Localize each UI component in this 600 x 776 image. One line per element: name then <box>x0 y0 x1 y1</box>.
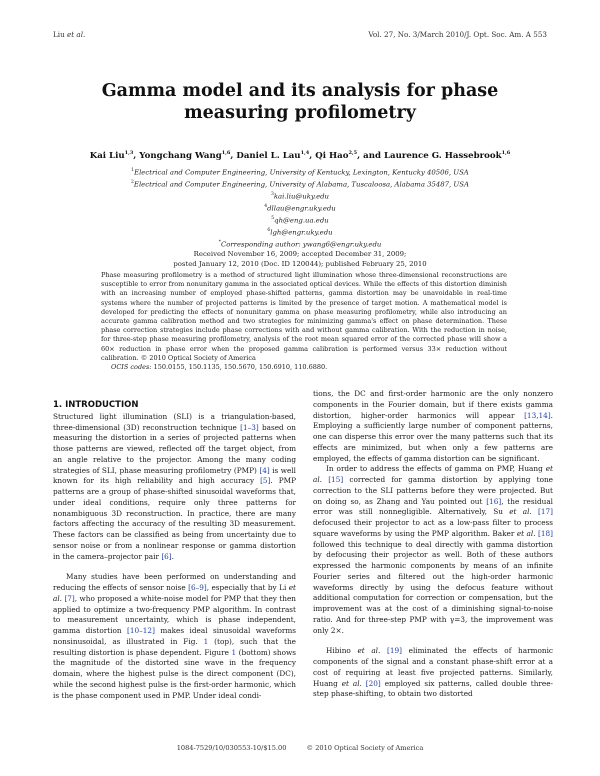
affiliation-line: $^6$lgh@engr.uky.edu <box>267 228 333 237</box>
citation-link[interactable]: [4] <box>259 465 270 475</box>
citation-link[interactable]: 1 <box>203 636 209 646</box>
page-footer <box>53 744 547 752</box>
affiliations <box>60 166 540 250</box>
citation-link[interactable]: [13,14] <box>524 410 551 420</box>
received-dates <box>60 249 540 269</box>
italic-text: et al. <box>509 507 532 517</box>
paragraph: Structured light illumination (SLI) is a triangulation-based, three-dimensional (3D) reconstruction technique [1–3] based on measuring the distortion in a series of projected patterns when those patterns are viewed, reflected off the target object, from an angle relative to the projector. Among the many coding strategies of SLI, phase measuring profilometry (PMP) [4] is well known for its high reliability and high accuracy [5]. PMP patterns are a group of phase-shifted sinusoidal waveforms that, under ideal conditions, require only three patterns for nonambiguous 3D reconstruction. In practice, there are many factors affecting the accuracy of the resulting 3D measurement. These factors can be classified as being from uncertainty due to sensor noise or from a nonlinear response or gamma distortion in the camera–projector pair [6]. <box>53 411 296 561</box>
ocis-values: 150.0155, 150.1135, 150.5670, 150.6910, 110.6880. <box>153 363 328 372</box>
author: Kai Liu$^{1,3}$, <box>89 150 137 161</box>
italic-text: et al. <box>313 464 553 484</box>
paper-title: Gamma model and its analysis for phase measuring profilometry <box>101 81 499 123</box>
citation-link[interactable]: [15] <box>328 475 344 484</box>
author: Qi Hao$^{2,5}$, <box>315 150 361 161</box>
citation-link[interactable]: [6] <box>161 551 172 561</box>
abstract <box>101 271 507 372</box>
citation-link[interactable]: [1–3] <box>240 422 259 432</box>
affiliation-line: $^4$dllau@engr.uky.edu <box>264 204 336 213</box>
citation-link[interactable]: [20] <box>365 678 381 688</box>
italic-text: et al. <box>53 583 296 603</box>
citation-link[interactable]: [19] <box>387 646 402 656</box>
affiliation-line: $^2$Electrical and Computer Engineering, University of Alabama, Tuscaloosa, Alabama 35487, USA <box>131 180 469 189</box>
paragraph: tions, the DC and first-order harmonic are the only nonzero components in the Fourier domain, but if there exists gamma distortion, higher-order harmonics will appear [13,14]. Employing a sufficiently large number of component patterns, one can disperse this error over the many patterns such that its effects are minimized, but when only a few patterns are employed, the effects of gamma distortion can be significant. <box>313 389 553 463</box>
citation-link[interactable]: [17] <box>538 507 554 517</box>
ocis-label: OCIS codes: <box>111 363 152 372</box>
citation-link[interactable]: [5] <box>260 476 271 486</box>
author: Daniel L. Lau$^{1,4}$, <box>236 150 313 161</box>
received-line-2: posted January 12, 2010 (Doc. ID 120044); published February 25, 2010 <box>173 260 427 268</box>
citation-link[interactable]: [10–12] <box>127 626 155 635</box>
right-column <box>313 389 553 700</box>
citation-link[interactable]: [18] <box>538 528 553 538</box>
author: Yongchang Wang$^{1,6}$, <box>139 150 234 161</box>
italic-text: et al. <box>341 678 362 688</box>
paragraph: In order to address the effects of gamma on PMP, Huang et al. [15] corrected for gamma distortion by applying tone correction to the SLI patterns before they were projected. But on doing so, as Zhang and Yau pointed out [16], the residual error was still nonnegligible. Alternatively, Su et al. [17] defocused their projector to act as a low-pass filter to process square waveforms by using the PMP algorithm. Baker et al. [18] followed this technique to deal directly with gamma distortion by defocusing their projector as well. Both of these authors expressed the harmonic components by means of an infinite Fourier series and filtered out the high-order harmonic waveforms directly by using the defocus feature without additional computation for correction or compensation, but the improvement was at the cost of a diminishing signal-to-noise ratio. And for three-step PMP with γ=3, the improvement was only 2×. <box>313 464 554 635</box>
paragraph: Many studies have been performed on understanding and reducing the effects of sensor noise [6–9], especially that by Li et al. [7], who proposed a white-noise model for PMP that they then applied to optimize a two-frequency PMP algorithm. In contrast to measurement uncertainty, which is phase independent, gamma distortion [10–12] makes ideal sinusoidal waveforms nonsinusoidal, as illustrated in Fig. 1 (top), such that the resulting distortion is phase dependent. Figure 1 (bottom) shows the magnitude of the distorted sine wave in the frequency domain, where the highest pulse is the direct component (DC), while the second highest pulse is the first-order harmonic, which is the phase component used in PMP. Under ideal condi- <box>53 572 296 700</box>
paragraph: Hibino et al. [19] eliminated the effects of harmonic components of the signal and a constant phase-shift error at a cost of requiring at least five projected patterns. Similarly, Huang et al. [20] employed six patterns, called double three-step phase-shifting, to obtain two distorted <box>313 646 554 699</box>
affiliation-line: $^1$Electrical and Computer Engineering, University of Kentucky, Lexington, Kentucky 40506, USA <box>131 168 469 177</box>
received-line-1: Received November 16, 2009; accepted December 31, 2009; <box>193 250 407 258</box>
affiliation-line: $^3$kai.liu@uky.edu <box>271 192 329 201</box>
citation-link[interactable]: [7] <box>64 593 75 603</box>
citation-link[interactable]: 1 <box>231 647 237 657</box>
footer-copyright: © 2010 Optical Society of America <box>306 744 424 752</box>
affiliation-line: $^5$qh@eng.ua.edu <box>271 216 329 225</box>
citation-link[interactable]: [6–9] <box>188 583 207 592</box>
section-heading: 1. INTRODUCTION <box>53 400 139 410</box>
author: and Laurence G. Hassebrook$^{1,6}$ <box>363 150 511 161</box>
ocis-codes <box>101 363 507 372</box>
running-head-right: Vol. 27, No. 3/March 2010/J. Opt. Soc. Am. A 553 <box>368 30 547 39</box>
abstract-text: Phase measuring profilometry is a method of structured light illumination whose three-dimensional reconstructions are susceptible to error from nonunitary gamma in the associated optical devices. While the effects of this distortion diminish with an increasing number of employed phase-shifted patterns, gamma distortion may be unavoidable in real-time systems where the number of projected patterns is limited by the presence of target motion. A mathematical model is developed for predicting the effects of nonunitary gamma on phase measuring profilometry, while also introducing an accurate gamma calibration method and two strategies for minimizing gamma's effect on phase determination. These phase correction strategies include phase corrections with and without gamma calibration. With the reduction in noise, for three-step phase measuring profilometry, analysis of the root mean squared error of the corrected phase will show a 60× reduction in phase error when the proposed gamma calibration is performed versus 33× reduction without calibration. © 2010 Optical Society of America <box>101 271 507 362</box>
left-column <box>53 400 296 701</box>
affiliation-line: *Corresponding author: ywang6@engr.uky.edu <box>218 240 382 249</box>
running-head-left: Liu et al. <box>53 30 86 39</box>
citation-link[interactable]: [16] <box>486 496 502 506</box>
italic-text: et al. <box>516 528 536 538</box>
author-list <box>60 150 540 161</box>
italic-text: et al. <box>357 646 381 656</box>
footer-issn: 1084-7529/10/030553-10/$15.00 <box>176 744 287 752</box>
